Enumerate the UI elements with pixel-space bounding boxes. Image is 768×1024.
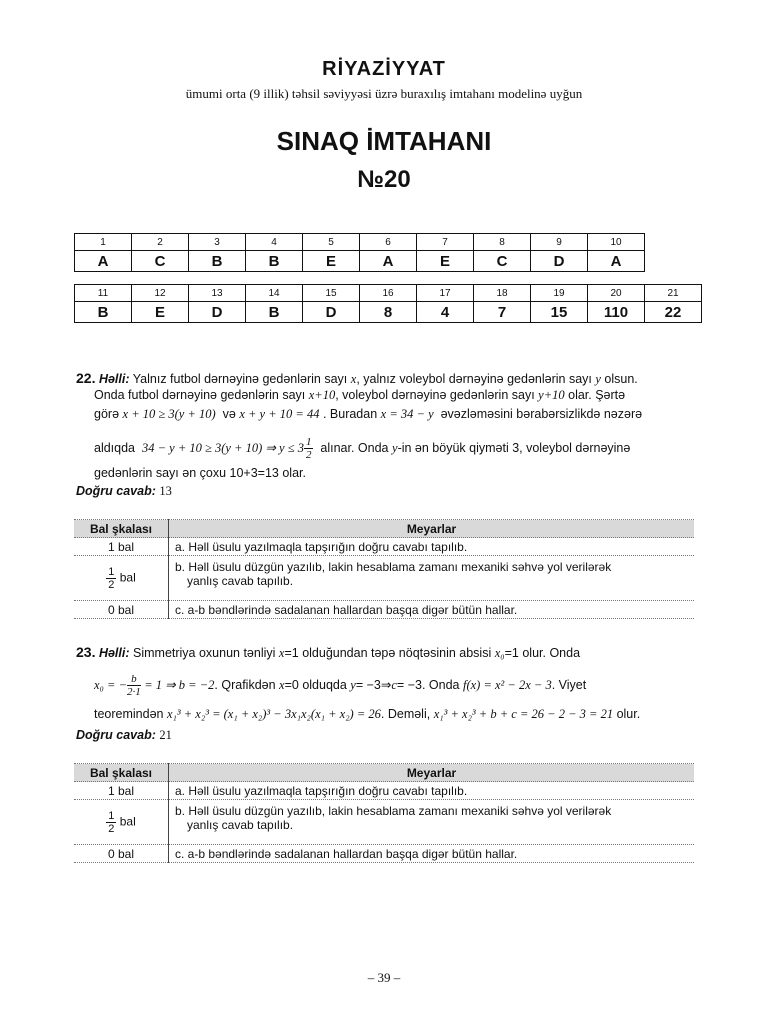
answer-key-question-number: 3 — [189, 234, 246, 251]
q22-line-4 — [94, 436, 630, 461]
q22-math: y+10 — [538, 388, 565, 402]
page-number: – 39 – — [367, 970, 401, 985]
q23-text: =1 olduğundan təpə nöqtəsinin absisi — [284, 646, 492, 660]
q23-math: x₀ = − — [94, 677, 128, 692]
answer-key-answer: 4 — [417, 302, 474, 323]
q22-text: , voleybol dərnəyinə gedənlərin sayı — [335, 388, 535, 402]
answer-key-question-number: 13 — [189, 285, 246, 302]
q23-text: . Qrafikdən — [214, 677, 276, 692]
q22-text: görə — [94, 407, 120, 421]
answer-key-question-number: 6 — [360, 234, 417, 251]
answer-key-table-1 — [74, 233, 645, 272]
criteria-text: c. a-b bəndlərində sadalanan hallardan başqa digər bütün hallar. — [169, 845, 695, 863]
answer-key-answer: B — [246, 251, 303, 272]
answer-key-answer: A — [75, 251, 132, 272]
exam-number: №20 — [357, 166, 411, 193]
answer-key-answer: 22 — [645, 302, 702, 323]
q23-math: x₁³ + x₂³ = (x₁ + x₂)³ − 3x₁x₂(x₁ + x₂) = 26 — [166, 707, 381, 721]
q23-text: = −3. Onda — [396, 677, 460, 692]
criteria-score: 0 bal — [74, 845, 169, 863]
q22-line-1 — [76, 371, 638, 386]
answer-key-answer: D — [531, 251, 588, 272]
q23-math: = 1 ⇒ b = −2 — [144, 677, 215, 692]
q23-text: =1 olur. Onda — [504, 646, 581, 660]
q22-answer — [76, 484, 172, 498]
q22-fraction: $\frac{1}{2}$ — [305, 436, 312, 461]
q23-line-3 — [94, 707, 640, 721]
q23-answer-label: Doğru cavab: — [76, 728, 156, 742]
q23-text: teoremindən — [94, 707, 164, 721]
q23-text: . Deməli, — [380, 707, 431, 721]
q23-math: x₀ — [494, 646, 505, 660]
half-fraction: $\frac{1}{2}$ — [108, 809, 115, 835]
criteria-text: c. a-b bəndlərində sadalanan hallardan başqa digər bütün hallar. — [169, 601, 695, 619]
answer-key-answer: D — [189, 302, 246, 323]
answer-key-question-number: 4 — [246, 234, 303, 251]
q23-solution-label: Həlli: — [98, 646, 130, 660]
answer-key-question-number: 11 — [75, 285, 132, 302]
q22-text: alınar. Onda — [320, 440, 389, 455]
q22-math: y — [392, 440, 398, 455]
q22-text: -in ən böyük qiyməti 3, voleybol dərnəyinə — [397, 440, 631, 455]
q22-math: x = 34 − y — [380, 407, 434, 421]
answer-key-question-number: 12 — [132, 285, 189, 302]
q23-text: olur. — [616, 707, 641, 721]
criteria-score-half: $\frac{1}{2}$ bal — [74, 800, 169, 845]
answer-key-answer: 7 — [474, 302, 531, 323]
q23-math: x — [279, 677, 285, 692]
q22-math: x + y + 10 = 44 — [239, 407, 320, 421]
criteria-score: 0 bal — [74, 601, 169, 619]
criteria-header-criteria: Meyarlar — [169, 764, 695, 782]
answer-key-question-number: 16 — [360, 285, 417, 302]
q23-text: = −3⇒ — [355, 677, 392, 692]
q23-number: 23. — [76, 644, 96, 660]
answer-key-answer: C — [132, 251, 189, 272]
criteria-score: 1 bal — [74, 782, 169, 800]
q23-math: c — [391, 677, 397, 692]
q23-text: =0 olduqda — [284, 677, 347, 692]
q22-text: Yalnız futbol dərnəyinə gedənlərin sayı — [132, 372, 348, 386]
subject-title: RİYAZİYYAT — [322, 58, 446, 80]
q23-line-2 — [94, 673, 586, 698]
answer-key-question-number: 18 — [474, 285, 531, 302]
q22-solution-label: Həlli: — [98, 372, 130, 386]
q22-text: . Buradan — [322, 407, 378, 421]
answer-key-answer: E — [132, 302, 189, 323]
q23-answer — [76, 728, 172, 742]
answer-key-question-number: 15 — [303, 285, 360, 302]
q23-text: Simmetriya oxunun tənliyi — [133, 646, 276, 660]
answer-key-answer: B — [75, 302, 132, 323]
answer-key-answer: A — [360, 251, 417, 272]
q22-math: 34 − y + 10 ≥ 3(y + 10) ⇒ y ≤ 3 — [141, 440, 304, 455]
answer-key-answer: 15 — [531, 302, 588, 323]
answer-key-answer: 8 — [360, 302, 417, 323]
answer-key-question-number: 19 — [531, 285, 588, 302]
answer-key-answer: B — [189, 251, 246, 272]
q23-line-1 — [76, 645, 580, 660]
criteria-text: b. Həll üsulu düzgün yazılıb, lakin hesablama zamanı mexaniki səhvə yol verilərək yanlış cavab tapılıb. — [169, 800, 695, 845]
subject-subtitle: ümumi orta (9 illik) təhsil səviyyəsi üzrə buraxılış imtahanı modelinə uyğun — [185, 86, 583, 101]
answer-key-answer: A — [588, 251, 645, 272]
q22-math: y — [595, 372, 601, 386]
q23-math: y — [350, 677, 356, 692]
q22-answer-label: Doğru cavab: — [76, 484, 156, 498]
answer-key-answer: B — [246, 302, 303, 323]
criteria-table-q23 — [74, 763, 694, 863]
q23-text: . Viyet — [551, 677, 587, 692]
q22-math: x — [350, 372, 357, 386]
q23-math: f(x) = x² − 2x − 3 — [462, 677, 552, 692]
criteria-header-score: Bal şkalası — [74, 764, 169, 782]
answer-key-question-number: 21 — [645, 285, 702, 302]
q22-line-2 — [94, 388, 625, 402]
answer-key-question-number: 17 — [417, 285, 474, 302]
q22-answer-value: 13 — [159, 484, 172, 498]
criteria-table-q22 — [74, 519, 694, 619]
q23-math: x — [278, 646, 285, 660]
q22-text: və — [222, 407, 236, 421]
q22-text: olar. Şərtə — [568, 388, 626, 402]
q22-text: əvəzləməsini bərabərsizlikdə nəzərə — [440, 407, 643, 421]
answer-key-answer: E — [417, 251, 474, 272]
answer-key-answer: C — [474, 251, 531, 272]
answer-key-question-number: 5 — [303, 234, 360, 251]
q22-text: olsun. — [604, 372, 638, 386]
answer-key-answer: 110 — [588, 302, 645, 323]
answer-key-question-number: 10 — [588, 234, 645, 251]
answer-key-question-number: 9 — [531, 234, 588, 251]
criteria-text: b. Həll üsulu düzgün yazılıb, lakin hesablama zamanı mexaniki səhvə yol verilərək yanlış cavab tapılıb. — [169, 556, 695, 601]
q23-answer-value: 21 — [159, 728, 172, 742]
half-fraction: $\frac{1}{2}$ — [108, 565, 115, 591]
q22-math: x + 10 ≥ 3(y + 10) — [122, 407, 216, 421]
criteria-text: a. Həll üsulu yazılmaqla tapşırığın doğru cavabı tapılıb. — [169, 782, 695, 800]
answer-key-question-number: 7 — [417, 234, 474, 251]
answer-key-question-number: 14 — [246, 285, 303, 302]
answer-key-answer: E — [303, 251, 360, 272]
q22-line-5: gedənlərin sayı ən çoxu 10+3=13 olar. — [94, 466, 306, 480]
q23-fraction: $\frac{b}{2\cdot 1}$ — [127, 673, 141, 698]
q22-math: x+10 — [308, 388, 336, 402]
criteria-header-criteria: Meyarlar — [169, 520, 695, 538]
q23-math: x₁³ + x₂³ + b + c = 26 − 2 − 3 = 21 — [433, 707, 614, 721]
answer-key-question-number: 2 — [132, 234, 189, 251]
answer-key-question-number: 8 — [474, 234, 531, 251]
answer-key-table-2 — [74, 284, 702, 323]
q22-line-3 — [94, 407, 642, 421]
q22-text: aldıqda — [94, 440, 136, 455]
criteria-header-score: Bal şkalası — [74, 520, 169, 538]
answer-key-answer: D — [303, 302, 360, 323]
q22-text: , yalnız voleybol dərnəyinə gedənlərin sayı — [356, 372, 592, 386]
criteria-score: 1 bal — [74, 538, 169, 556]
criteria-text: a. Həll üsulu yazılmaqla tapşırığın doğru cavabı tapılıb. — [169, 538, 695, 556]
answer-key-question-number: 1 — [75, 234, 132, 251]
criteria-score-half: $\frac{1}{2}$ bal — [74, 556, 169, 601]
exam-title: SINAQ İMTAHANI — [276, 126, 492, 156]
answer-key-question-number: 20 — [588, 285, 645, 302]
q22-text: Onda futbol dərnəyinə gedənlərin sayı — [94, 388, 306, 402]
q22-number: 22. — [76, 370, 96, 386]
